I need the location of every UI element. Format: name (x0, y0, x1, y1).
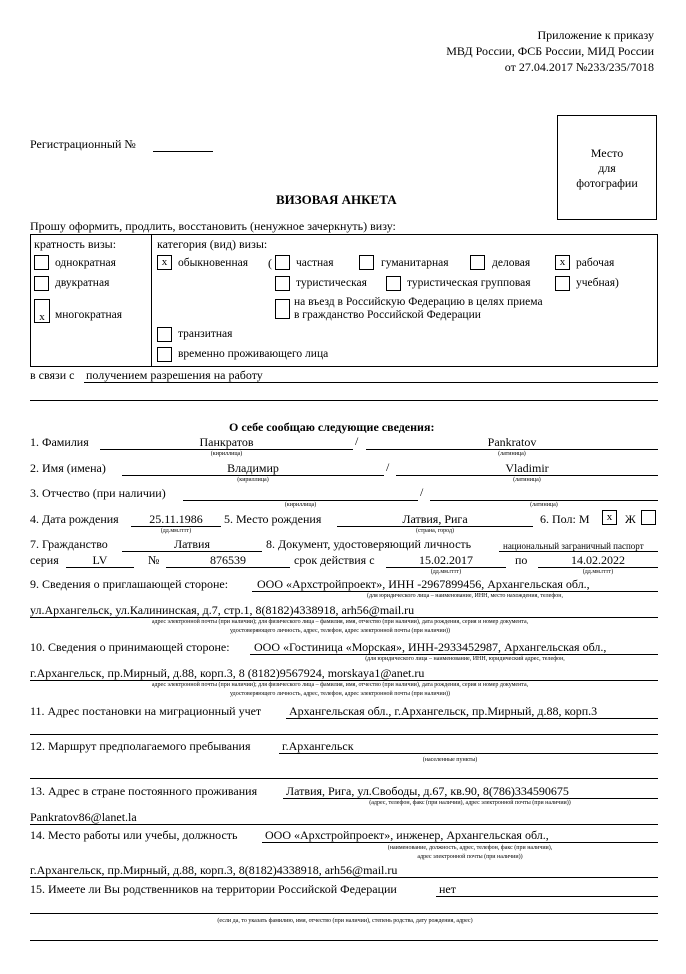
order-appendix-line2: МВД России, ФСБ России, МИД России (446, 44, 654, 58)
business-label: деловая (492, 257, 531, 269)
patronymic-slash: / (420, 485, 424, 499)
relatives-line1 (436, 896, 658, 897)
workplace-input-line1[interactable]: ООО «Архстройпроект», инженер, Архангельская обл., (265, 828, 549, 842)
category-label: категория (вид) визы: (157, 237, 268, 251)
birth-place-input[interactable]: Латвия, Рига (402, 512, 468, 526)
double-entry-label: двукратная (55, 277, 110, 289)
birth-date-input[interactable]: 25.11.1986 (149, 512, 203, 526)
receiving-party-label: 10. Сведения о принимающей стороне: (30, 640, 230, 654)
inviting-party-label: 9. Сведения о приглашающей стороне: (30, 577, 229, 591)
temporary-resident-label: временно проживающего лица (178, 348, 329, 360)
private-checkbox[interactable] (275, 255, 290, 270)
home-address-input-line1[interactable]: Латвия, Рига, ул.Свободы, д.67, кв.90, 8(786)334590675 (286, 784, 569, 798)
humanitarian-checkbox[interactable] (359, 255, 374, 270)
migration-address-line2 (30, 734, 658, 735)
registration-label: Регистрационный № (30, 137, 136, 151)
study-label: учебная) (576, 277, 619, 289)
transit-checkbox[interactable] (157, 327, 172, 342)
single-entry-label: однократная (55, 257, 116, 269)
work-label: рабочая (576, 257, 615, 269)
photo-line3: фотографии (576, 176, 638, 190)
study-checkbox[interactable] (555, 276, 570, 291)
valid-to-label: по (515, 553, 528, 567)
order-appendix-line1: Приложение к приказу (537, 28, 654, 42)
patronymic-lat-hint: (латиница) (530, 502, 558, 508)
relatives-line3 (30, 940, 658, 941)
id-document-label: 8. Документ, удостоверяющий личность (266, 537, 472, 551)
tourist-checkbox[interactable] (275, 276, 290, 291)
page-title: ВИЗОВАЯ АНКЕТА (276, 192, 397, 207)
route-line2 (30, 778, 658, 779)
patronymic-cyr-line (183, 500, 418, 501)
ordinary-checkbox[interactable]: x (157, 255, 172, 270)
first-name-label: 2. Имя (имена) (30, 461, 106, 475)
citizenship-entry-line2: в гражданство Российской Федерации (294, 309, 481, 321)
workplace-hint2: адрес электронной почты (при наличии)) (417, 854, 523, 860)
valid-to-hint: (дд.мм.гггг) (582, 569, 614, 575)
citizenship-input[interactable]: Латвия (173, 537, 210, 551)
relatives-label: 15. Имеете ли Вы родственников на территории Российской Федерации (30, 882, 397, 896)
surname-slash: / (355, 434, 359, 448)
workplace-hint1: (наименование, должность, адрес, телефон, факс (при наличии), (387, 845, 553, 851)
surname-label: 1. Фамилия (30, 435, 89, 449)
inviting-party-hint2: адрес электронной почты (при наличии); для физического лица – фамилия, имя, отчество (при наличии), дата рождения, серия и номер документа, (151, 619, 529, 625)
multiple-entry-checkbox[interactable]: x (34, 299, 50, 323)
single-entry-checkbox[interactable] (34, 255, 49, 270)
valid-from-hint: (дд.мм.гггг) (430, 569, 462, 575)
valid-from-label: срок действия с (294, 553, 375, 567)
surname-cyr-input[interactable]: Панкратов (199, 435, 254, 449)
workplace-line2 (30, 877, 658, 878)
tourist-group-checkbox[interactable] (386, 276, 401, 291)
private-label: частная (296, 257, 334, 269)
sex-male-checkbox[interactable]: x (602, 510, 617, 525)
humanitarian-label: гуманитарная (381, 257, 449, 269)
relatives-input[interactable]: нет (439, 882, 456, 896)
first-name-lat-hint: (латиница) (513, 477, 541, 483)
receiving-party-hint3: удостоверяющего личность, адрес, телефон, адрес электронной почты (при наличии)) (230, 691, 450, 697)
receiving-party-input-line1[interactable]: ООО «Гостиница «Морская», ИНН-2933452987, Архангельская обл., (254, 640, 607, 654)
request-text: Прошу оформить, продлить, восстановить (ненужное зачеркнуть) визу: (30, 219, 396, 233)
route-input[interactable]: г.Архангельск (282, 739, 354, 753)
photo-line2: для (598, 161, 616, 175)
first-name-slash: / (386, 460, 390, 474)
home-address-input-line2[interactable]: Pankratov86@lanet.la (30, 810, 137, 824)
patronymic-lat-line (430, 500, 658, 501)
receiving-party-input-line2[interactable]: г.Архангельск, пр.Мирный, д.88, корп.3, 8 (8182)9567924, morskaya1@anet.ru (30, 666, 425, 680)
citizenship-label: 7. Гражданство (30, 537, 108, 551)
purpose-label: в связи с (30, 368, 75, 382)
transit-label: транзитная (178, 328, 233, 340)
relatives-line2 (30, 913, 658, 914)
visa-box-divider (151, 234, 152, 367)
inviting-party-hint3: удостоверяющего личность, адрес, телефон, адрес электронной почты (при наличии)) (230, 628, 450, 634)
doc-number-label: № (148, 553, 160, 567)
doc-number-input[interactable]: 876539 (210, 553, 246, 567)
inviting-party-line2 (30, 617, 658, 618)
sex-female-checkbox[interactable] (641, 510, 656, 525)
route-hint: (населенные пункты) (422, 757, 478, 763)
multiple-entry-label: многократная (55, 309, 123, 321)
purpose-line-2 (30, 400, 658, 401)
tourist-group-label: туристическая групповая (407, 277, 531, 289)
home-address-label: 13. Адрес в стране постоянного проживания (30, 784, 258, 798)
birth-place-label: 5. Место рождения (224, 512, 322, 526)
sex-female-label: Ж (625, 512, 636, 526)
tourist-label: туристическая (296, 277, 367, 289)
photo-box (557, 115, 657, 220)
valid-to-input[interactable]: 14.02.2022 (571, 553, 625, 567)
receiving-party-hint2: адрес электронной почты (при наличии); для физического лица – фамилия, имя, отчество (при наличии), дата рождения, серия и номер документа, (151, 682, 529, 688)
surname-lat-hint: (латиница) (498, 451, 526, 457)
inviting-party-input-line1[interactable]: ООО «Архстройпроект», ИНН -2967899456, Архангельская обл., (257, 577, 590, 591)
relatives-hint: (если да, то указать фамилию, имя, отчество (при наличии), степень родства, дату рождения, адрес) (217, 918, 473, 924)
temporary-resident-checkbox[interactable] (157, 347, 172, 362)
surname-cyr-hint: (кириллица) (210, 451, 243, 457)
id-document-line (499, 551, 658, 552)
route-label: 12. Маршрут предполагаемого пребывания (30, 739, 251, 753)
workplace-input-line2[interactable]: г.Архангельск, пр.Мирный, д.88, корп.3, 8(8182)4338918, arh56@mail.ru (30, 863, 398, 877)
citizenship-entry-checkbox[interactable] (275, 299, 290, 319)
inviting-party-hint1: (для юридического лица – наименование, ИНН, место нахождения, телефон, (367, 593, 563, 599)
birth-date-hint: (дд.мм.гггг) (160, 528, 192, 534)
first-name-cyr-hint: (кириллица) (237, 477, 269, 483)
photo-line1: Место (590, 146, 624, 160)
migration-address-input[interactable]: Архангельская обл., г.Архангельск, пр.Мирный, д.88, корп.3 (289, 704, 598, 718)
first-name-lat-input[interactable]: Vladimir (505, 461, 549, 475)
double-entry-checkbox[interactable] (34, 276, 49, 291)
home-address-line2 (30, 824, 658, 825)
series-label: серия (30, 553, 59, 567)
purpose-line (84, 382, 658, 383)
order-appendix-line3: от 27.04.2017 №233/235/7018 (504, 60, 654, 74)
surname-lat-input[interactable]: Pankratov (487, 435, 537, 449)
birth-place-hint: (страна, город) (415, 528, 455, 534)
business-checkbox[interactable] (470, 255, 485, 270)
valid-from-input[interactable]: 15.02.2017 (419, 553, 473, 567)
section-title: О себе сообщаю следующие сведения: (229, 420, 435, 434)
home-address-hint: (адрес, телефон, факс (при наличии), адрес электронной почты (при наличии)) (369, 800, 571, 806)
ordinary-label: обыкновенная (178, 257, 248, 269)
receiving-party-line2 (30, 680, 658, 681)
birth-date-label: 4. Дата рождения (30, 512, 119, 526)
id-document-type[interactable]: национальный заграничный паспорт (503, 541, 644, 551)
inviting-party-input-line2[interactable]: ул.Архангельск, ул.Калининская, д.7, стр.1, 8(8182)4338918, arh56@mail.ru (30, 603, 415, 617)
sex-label: 6. Пол: М (540, 512, 590, 526)
migration-address-label: 11. Адрес постановки на миграционный учет (30, 704, 262, 718)
work-checkbox[interactable]: x (555, 255, 570, 270)
open-paren: ( (268, 256, 272, 270)
registration-line (153, 151, 213, 152)
series-input[interactable]: LV (92, 553, 108, 567)
patronymic-cyr-hint: (кириллица) (284, 502, 317, 508)
citizenship-entry-line1: на въезд в Российскую Федерацию в целях приема (294, 296, 543, 308)
multiplicity-label: кратность визы: (34, 237, 117, 251)
workplace-label: 14. Место работы или учебы, должность (30, 828, 238, 842)
receiving-party-hint1: (для юридического лица – наименование, ИНН, юридический адрес, телефон, (365, 656, 565, 662)
patronymic-label: 3. Отчество (при наличии) (30, 486, 166, 500)
purpose-input[interactable]: получением разрешения на работу (86, 368, 263, 382)
first-name-cyr-input[interactable]: Владимир (227, 461, 279, 475)
